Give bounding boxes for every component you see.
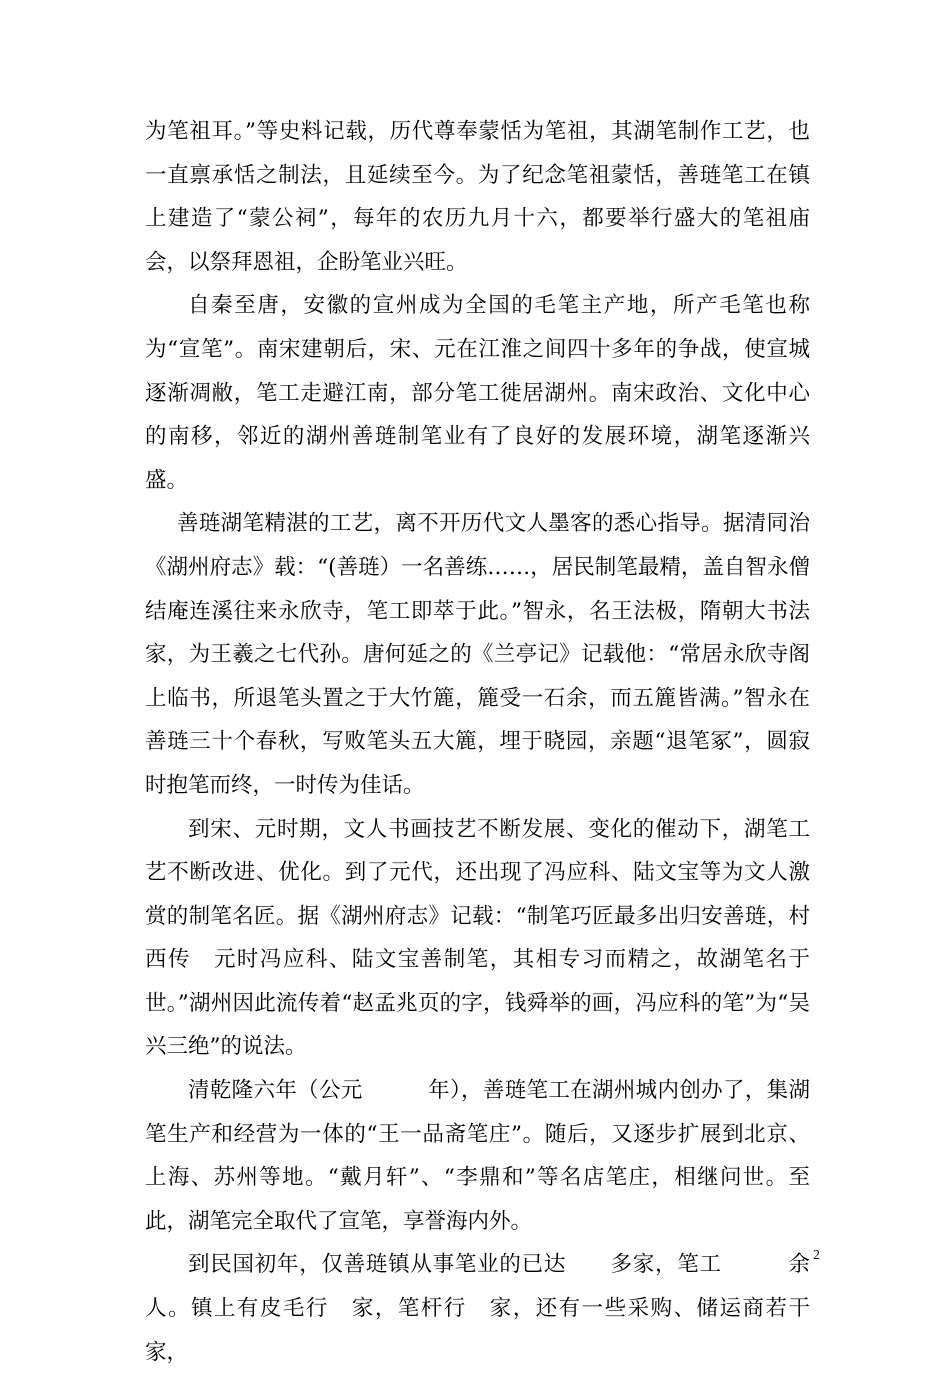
paragraph-4: 到宋、元时期，文人书画技艺不断发展、变化的催动下，湖笔工艺不断改进、优化。到了元代，还出现了冯应科、陆文宝等为文人激赏的制笔名匠。据《湖州府志》记载：“制笔巧匠最多出归安善琏，村西传 元时冯应科、陆文宝善制笔，其相专习而精之，故湖笔名于世。”湖州因此流传着“赵孟兆页的字，钱舜举的画，冯应科的笔”为“吴兴三绝”的说法。	[145, 816, 810, 1060]
paragraph-3: 善琏湖笔精湛的工艺，离不开历代文人墨客的悉心指导。据清同治《湖州府志》载：“(善琏）一名善练……，居民制笔最精，盖自智永僧结庵连溪往来永欣寺，笔工即萃于此。”智永，名王法极，隋朝大书法家，为王羲之七代孙。唐何延之的《兰亭记》记载他：“常居永欣寺阁上临书，所退笔头置之于大竹簏，簏受一石余，而五簏皆满。”智永在善琏三十个春秋，写败笔头五大簏，埋于晓园，亲题“退笔冢”，圆寂时抱笔而终，一时传为佳话。	[145, 511, 810, 798]
paragraph-1: 为笔祖耳。”等史料记载，历代尊奉蒙恬为笔祖，其湖笔制作工艺，也一直禀承恬之制法，且延续至今。为了纪念笔祖蒙恬，善琏笔工在镇上建造了“蒙公祠”，每年的农历九月十六，都要举行盛大的笔祖庙会，以祭拜恩祖，企盼笔业兴旺。	[145, 119, 810, 275]
page-number: 2	[813, 1248, 820, 1263]
paragraph-6: 到民国初年，仅善琏镇从事笔业的已达 多家，笔工 余人。镇上有皮毛行 家，笔杆行 家，还有一些采购、储运商若干家，	[145, 1252, 810, 1365]
text-body	[145, 110, 810, 1374]
paragraph-2: 自秦至唐，安徽的宣州成为全国的毛笔主产地，所产毛笔也称为“宣笔”。南宋建朝后，宋、元在江淮之间四十多年的争战，使宣城逐渐凋敝，笔工走避江南，部分笔工徙居湖州。南宋政治、文化中心的南移，邻近的湖州善琏制笔业有了良好的发展环境，湖笔逐渐兴盛。	[145, 293, 810, 493]
paragraph-5: 清乾隆六年（公元 年），善琏笔工在湖州城内创办了，集湖笔生产和经营为一体的“王一品斋笔庄”。随后，又逐步扩展到北京、上海、苏州等地。“戴月轩”、“李鼎和”等名店笔庄，相继问世。至此，湖笔完全取代了宣笔，享誉海内外。	[145, 1078, 810, 1234]
